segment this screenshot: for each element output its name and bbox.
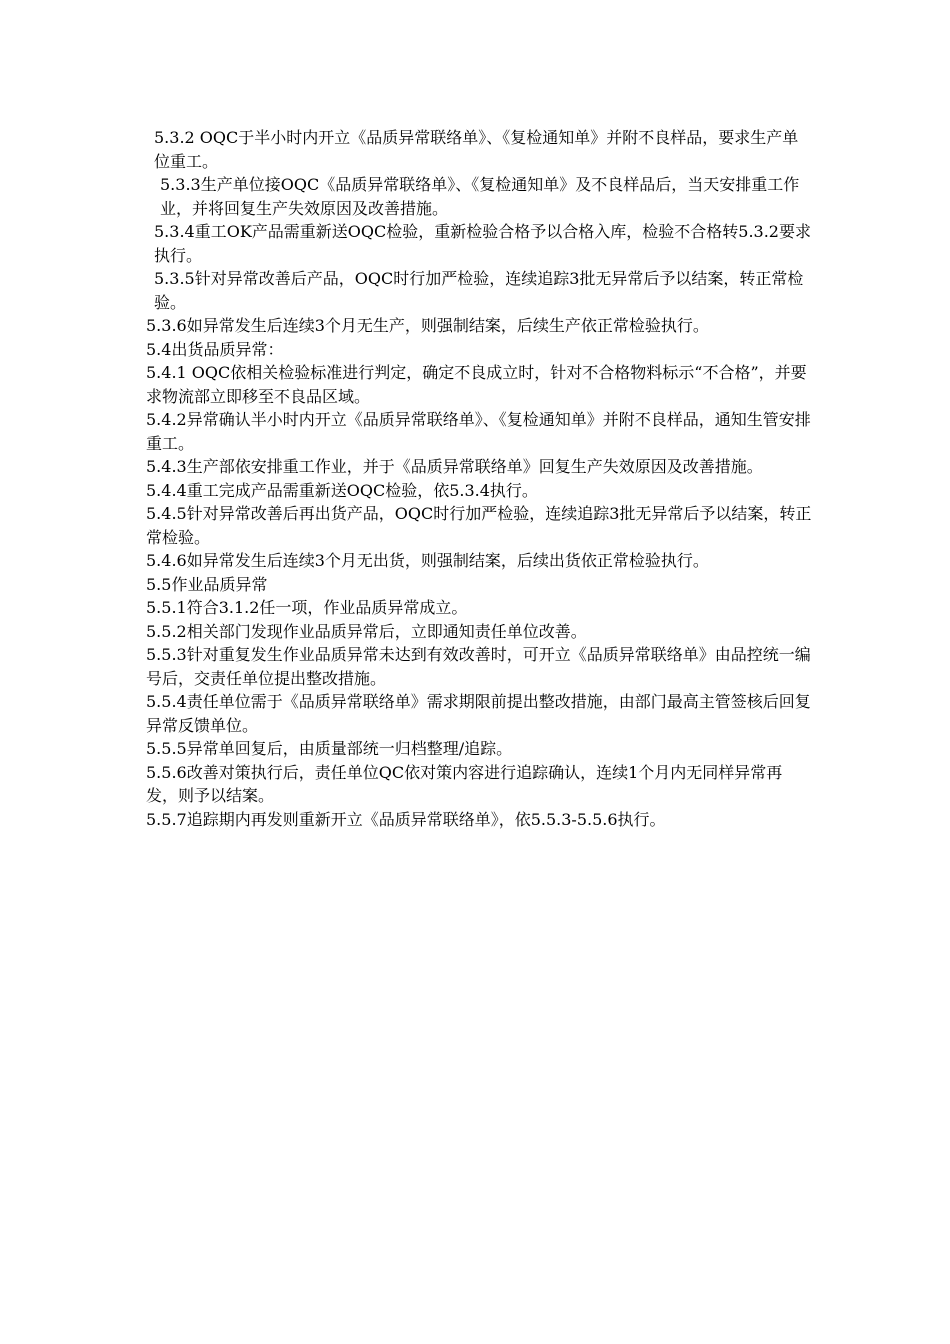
paragraph-5-4-1: 5.4.1 OQC依相关检验标准进行判定，确定不良成立时，针对不合格物料标示“不合格”，并要求物流部立即移至不良品区域。 [146, 363, 807, 406]
paragraph-5-4-6: 5.4.6如异常发生后连续3个月无出货，则强制结案，后续出货依正常检验执行。 [146, 551, 709, 570]
paragraph-5-3-3: 5.3.3生产单位接OQC《品质异常联络单》、《复检通知单》及不良样品后，当天安排重工作业，并将回复生产失效原因及改善措施。 [160, 175, 800, 218]
paragraph-5-3-2: 5.3.2 OQC于半小时内开立《品质异常联络单》、《复检通知单》并附不良样品，要求生产单位重工。 [154, 128, 799, 171]
paragraph-5-4-2: 5.4.2异常确认半小时内开立《品质异常联络单》、《复检通知单》并附不良样品，通知生管安排重工。 [146, 410, 811, 453]
paragraph-5-5-3: 5.5.3针对重复发生作业品质异常未达到有效改善时，可开立《品质异常联络单》由品控统一编号后，交责任单位提出整改措施。 [146, 645, 811, 688]
paragraph-5-5-2: 5.5.2相关部门发现作业品质异常后，立即通知责任单位改善。 [146, 621, 587, 641]
paragraph-5-4-4: 5.4.4重工完成产品需重新送OQC检验，依5.3.4执行。 [146, 480, 538, 500]
paragraph-5-3-6: 5.3.6如异常发生后连续3个月无生产，则强制结案，后续生产依正常检验执行。 [146, 316, 709, 335]
paragraph-5-3-4: 5.3.4重工OK产品需重新送OQC检验，重新检验合格予以合格入库，检验不合格转5.3.2要求执行。 [154, 222, 811, 265]
document-body [146, 126, 814, 831]
paragraph-5-5-5: 5.5.5异常单回复后，由质量部统一归档整理/追踪。 [146, 739, 513, 758]
paragraph-5-5-6: 5.5.6改善对策执行后，责任单位QC依对策内容进行追踪确认，连续1个月内无同样异常再发，则予以结案。 [146, 762, 783, 805]
paragraph-5-5-1: 5.5.1符合3.1.2任一项，作业品质异常成立。 [146, 598, 468, 617]
heading-5-5: 5.5作业品质异常 [146, 574, 268, 594]
paragraph-5-4-5: 5.4.5针对异常改善后再出货产品，OQC时行加严检验，连续追踪3批无异常后予以结案，转正常检验。 [146, 504, 812, 547]
paragraph-5-3-5: 5.3.5针对异常改善后产品，OQC时行加严检验，连续追踪3批无异常后予以结案，转正常检验。 [154, 269, 804, 312]
paragraph-5-5-4: 5.5.4责任单位需于《品质异常联络单》需求期限前提出整改措施，由部门最高主管签核后回复异常反馈单位。 [146, 692, 811, 735]
heading-5-4: 5.4出货品质异常： [146, 339, 284, 359]
paragraph-5-5-7: 5.5.7追踪期内再发则重新开立《品质异常联络单》，依5.5.3-5.5.6执行。 [146, 809, 666, 829]
paragraph-5-4-3: 5.4.3生产部依安排重工作业，并于《品质异常联络单》回复生产失效原因及改善措施。 [146, 457, 763, 476]
